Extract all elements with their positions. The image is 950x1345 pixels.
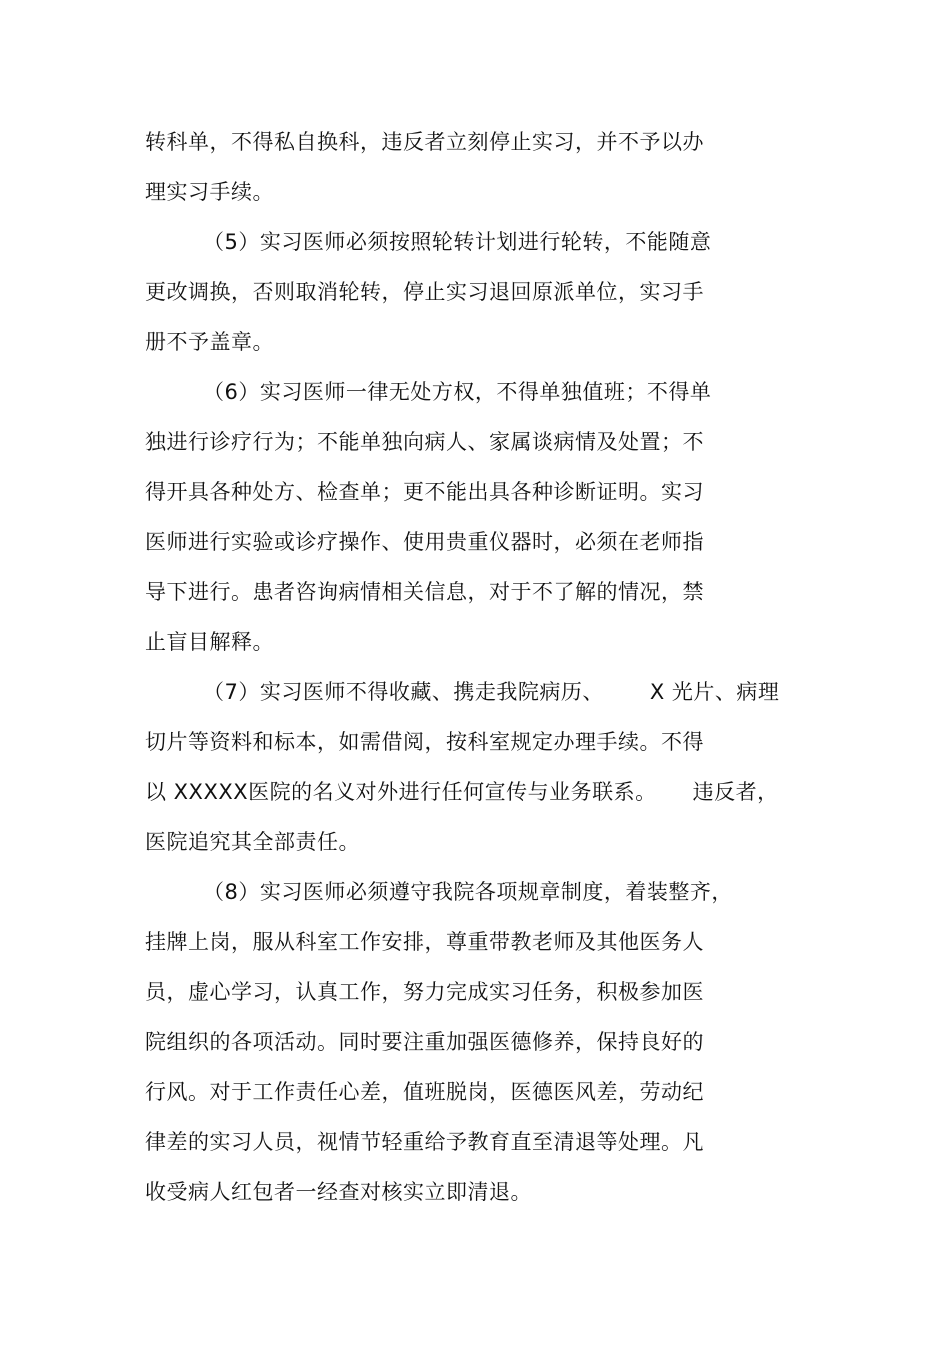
paragraph-7-start [203,677,779,707]
text-line: 律差的实习人员，视情节轻重给予教育直至清退等处理。凡 [145,1130,704,1154]
text-line: 独进行诊疗行为；不能单独向病人、家属谈病情及处置；不 [145,430,704,454]
paragraph-5-start: （5）实习医师必须按照轮转计划进行轮转，不能随意 [203,230,712,254]
text-line: 册不予盖章。 [145,330,274,354]
text-line: 员，虚心学习，认真工作，努力完成实习任务，积极参加医 [145,980,704,1004]
text-line: 导下进行。患者咨询病情相关信息，对于不了解的情况，禁 [145,580,704,604]
paragraph-6-start: （6）实习医师一律无处方权，不得单独值班；不得单 [203,380,712,404]
text-line: 医院追究其全部责任。 [145,830,360,854]
text-line: 理实习手续。 [145,180,274,204]
text-line: 转科单，不得私自换科，违反者立刻停止实习，并不予以办 [145,130,704,154]
text-line: 医师进行实验或诊疗操作、使用贵重仪器时，必须在老师指 [145,530,704,554]
text-line: 更改调换，否则取消轮转，停止实习退回原派单位，实习手 [145,280,704,304]
text-segment: X 光片、病理 [649,680,780,704]
text-line: 挂牌上岗，服从科室工作安排，尊重带教老师及其他医务人 [145,930,704,954]
text-segment: 以 XXXXX医院的名义对外进行任何宣传与业务联系。 [145,780,657,804]
text-segment: （7）实习医师不得收藏、携走我院病历、 [203,680,604,704]
text-line: 切片等资料和标本，如需借阅，按科室规定办理手续。不得 [145,730,704,754]
text-segment: 违反者， [692,780,779,804]
text-line [145,777,779,807]
text-line: 院组织的各项活动。同时要注重加强医德修养，保持良好的 [145,1030,704,1054]
text-line: 止盲目解释。 [145,630,274,654]
text-line: 行风。对于工作责任心差，值班脱岗，医德医风差，劳动纪 [145,1080,704,1104]
text-line: 得开具各种处方、检查单；更不能出具各种诊断证明。实习 [145,480,704,504]
text-line: 收受病人红包者一经查对核实立即清退。 [145,1180,532,1204]
paragraph-8-start: （8）实习医师必须遵守我院各项规章制度，着装整齐， [203,880,733,904]
